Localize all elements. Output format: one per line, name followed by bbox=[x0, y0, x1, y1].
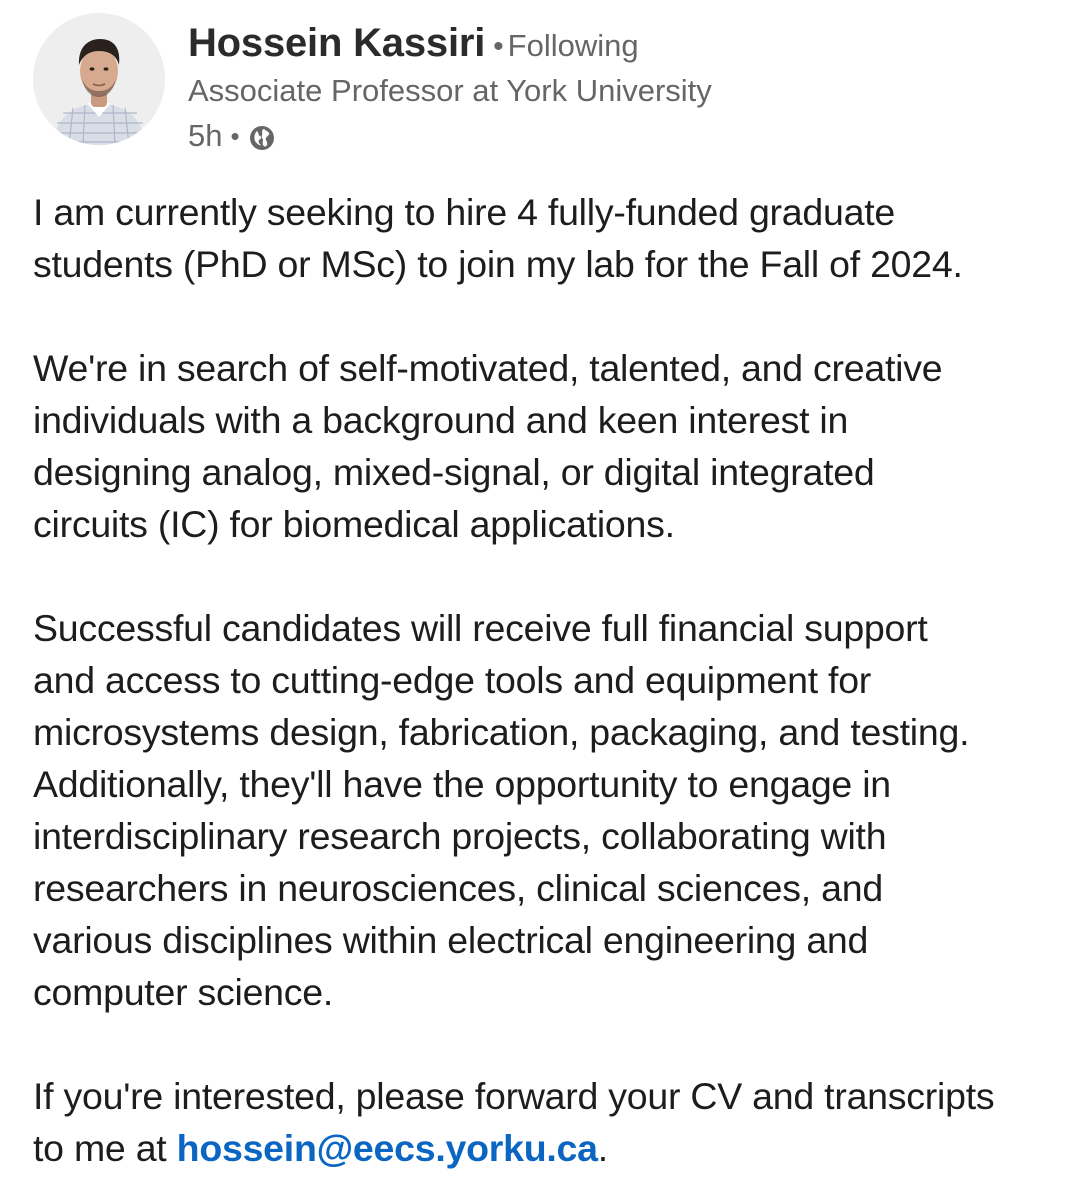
post-paragraph bbox=[33, 342, 1063, 550]
text-line: We're in search of self-motivated, talented, and creative bbox=[33, 347, 943, 389]
text-line: Successful candidates will receive full financial support bbox=[33, 607, 928, 649]
author-headline: Associate Professor at York University bbox=[188, 73, 712, 108]
email-suffix: . bbox=[597, 1127, 608, 1169]
post-age: 5h bbox=[188, 118, 223, 153]
post-paragraph-closing bbox=[33, 1070, 1063, 1174]
text-line: students (PhD or MSc) to join my lab for the Fall of 2024. bbox=[33, 243, 963, 285]
text-line: I am currently seeking to hire 4 fully-funded graduate bbox=[33, 191, 895, 233]
text-line: and access to cutting-edge tools and equipment for bbox=[33, 659, 872, 701]
text-line: microsystems design, fabrication, packaging, and testing. bbox=[33, 711, 970, 753]
email-prefix: to me at bbox=[33, 1127, 177, 1169]
separator-dot: • bbox=[493, 30, 504, 63]
post-paragraph bbox=[33, 186, 1063, 290]
follow-status[interactable]: Following bbox=[507, 28, 639, 63]
avatar-photo bbox=[33, 13, 165, 145]
text-line: designing analog, mixed-signal, or digital integrated bbox=[33, 451, 875, 493]
text-line: researchers in neurosciences, clinical sciences, and bbox=[33, 867, 883, 909]
globe-icon bbox=[248, 122, 276, 150]
author-meta bbox=[188, 19, 1028, 156]
text-line: interdisciplinary research projects, collaborating with bbox=[33, 815, 887, 857]
author-name[interactable]: Hossein Kassiri bbox=[188, 21, 486, 65]
email-link[interactable]: hossein@eecs.yorku.ca bbox=[176, 1127, 598, 1169]
post-body bbox=[33, 186, 1063, 1174]
text-line: various disciplines within electrical engineering and bbox=[33, 919, 869, 961]
text-line: computer science. bbox=[33, 971, 334, 1013]
text-line-with-email bbox=[33, 1122, 1063, 1174]
post-paragraph bbox=[33, 602, 1063, 1018]
avatar[interactable] bbox=[33, 13, 165, 145]
text-line: individuals with a background and keen interest in bbox=[33, 399, 849, 441]
text-line: circuits (IC) for biomedical applications. bbox=[33, 503, 675, 545]
post-header bbox=[33, 13, 1033, 163]
text-line: Additionally, they'll have the opportunity to engage in bbox=[33, 763, 891, 805]
separator-dot: • bbox=[230, 121, 240, 151]
author-name-row bbox=[188, 19, 1028, 67]
text-line: If you're interested, please forward your CV and transcripts bbox=[33, 1075, 995, 1117]
post-timestamp-row bbox=[188, 116, 1028, 156]
